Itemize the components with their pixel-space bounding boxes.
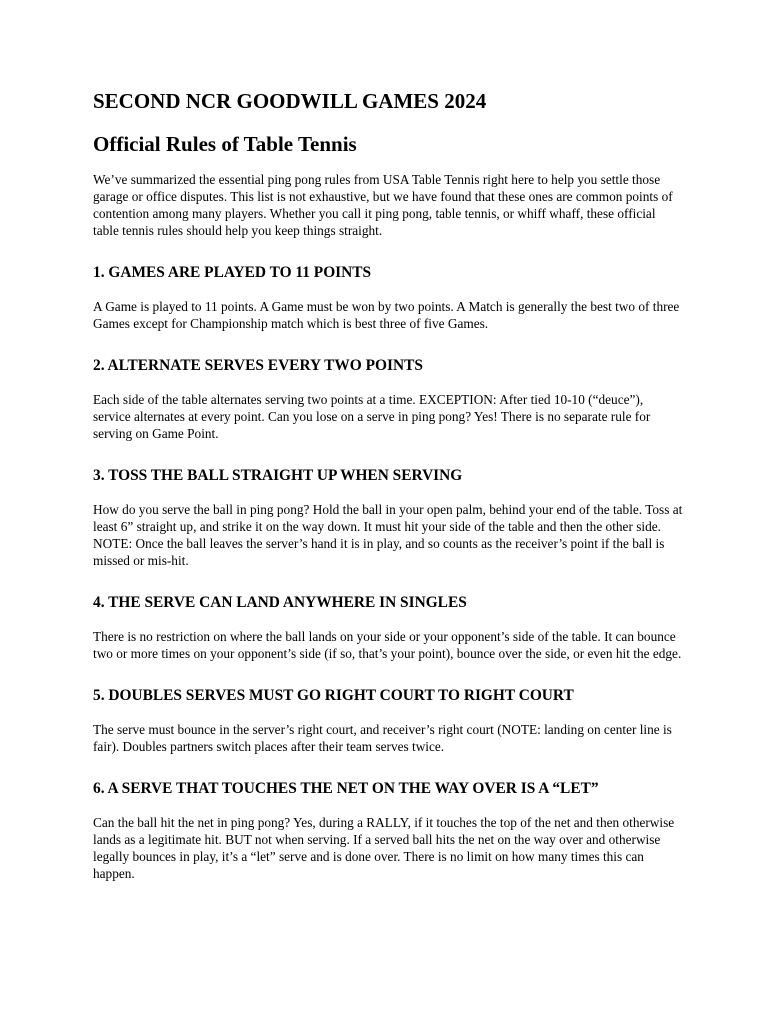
rule-heading: 6. A SERVE THAT TOUCHES THE NET ON THE WAY OVER IS A “LET” bbox=[93, 780, 599, 797]
rule-section-5 bbox=[93, 686, 683, 755]
rule-section-6 bbox=[93, 779, 683, 882]
rule-section-3 bbox=[93, 466, 683, 569]
document-subtitle: Official Rules of Table Tennis bbox=[93, 132, 357, 156]
rule-body: There is no restriction on where the ball lands on your side or your opponent’s side of the table. It can bounce two or more times on your opponent’s side (if so, that’s your point), bounce over the side, or even hit the edge. bbox=[93, 629, 682, 661]
rule-body: Can the ball hit the net in ping pong? Yes, during a RALLY, if it touches the top of the net and then otherwise lands as a legitimate hit. BUT not when serving. If a served ball hits the net on the way over and otherwise legally bounces in play, it’s a “let” serve and is done over. There is no limit on how many times this can happen. bbox=[93, 815, 675, 881]
rule-heading: 4. THE SERVE CAN LAND ANYWHERE IN SINGLES bbox=[93, 594, 467, 611]
rule-body: Each side of the table alternates serving two points at a time. EXCEPTION: After tied 10-10 (“deuce”), service alternates at every point. Can you lose on a serve in ping pong? Yes! There is no separate rule for serving on Game Point. bbox=[93, 392, 651, 441]
rule-heading: 1. GAMES ARE PLAYED TO 11 POINTS bbox=[93, 264, 372, 281]
rule-body: The serve must bounce in the server’s right court, and receiver’s right court (NOTE: landing on center line is fair). Doubles partners switch places after their team serves twice. bbox=[93, 722, 672, 754]
rule-heading: 5. DOUBLES SERVES MUST GO RIGHT COURT TO RIGHT COURT bbox=[93, 687, 574, 704]
rule-heading: 3. TOSS THE BALL STRAIGHT UP WHEN SERVING bbox=[93, 467, 463, 484]
rule-heading: 2. ALTERNATE SERVES EVERY TWO POINTS bbox=[93, 357, 423, 374]
rule-section-1 bbox=[93, 263, 683, 332]
rule-body: How do you serve the ball in ping pong? Hold the ball in your open palm, behind your end of the table. Toss at least 6” straight up, and strike it on the way down. It must hit your side of the table and then the other side. NOTE: Once the ball leaves the server’s hand it is in play, and so counts as the receiver’s point if the ball is missed or mis-hit. bbox=[93, 502, 683, 568]
document-title: SECOND NCR GOODWILL GAMES 2024 bbox=[93, 89, 487, 113]
document-page bbox=[93, 88, 683, 882]
intro-paragraph: We’ve summarized the essential ping pong rules from USA Table Tennis right here to help you settle those garage or office disputes. This list is not exhaustive, but we have found that these ones are common points of contention among many players. Whether you call it ping pong, table tennis, or whiff whaff, these official table tennis rules should help you keep things straight. bbox=[93, 172, 673, 238]
rule-section-4 bbox=[93, 593, 683, 662]
rule-body: A Game is played to 11 points. A Game must be won by two points. A Match is generally the best two of three Games except for Championship match which is best three of five Games. bbox=[93, 299, 680, 331]
rule-section-2 bbox=[93, 356, 683, 442]
